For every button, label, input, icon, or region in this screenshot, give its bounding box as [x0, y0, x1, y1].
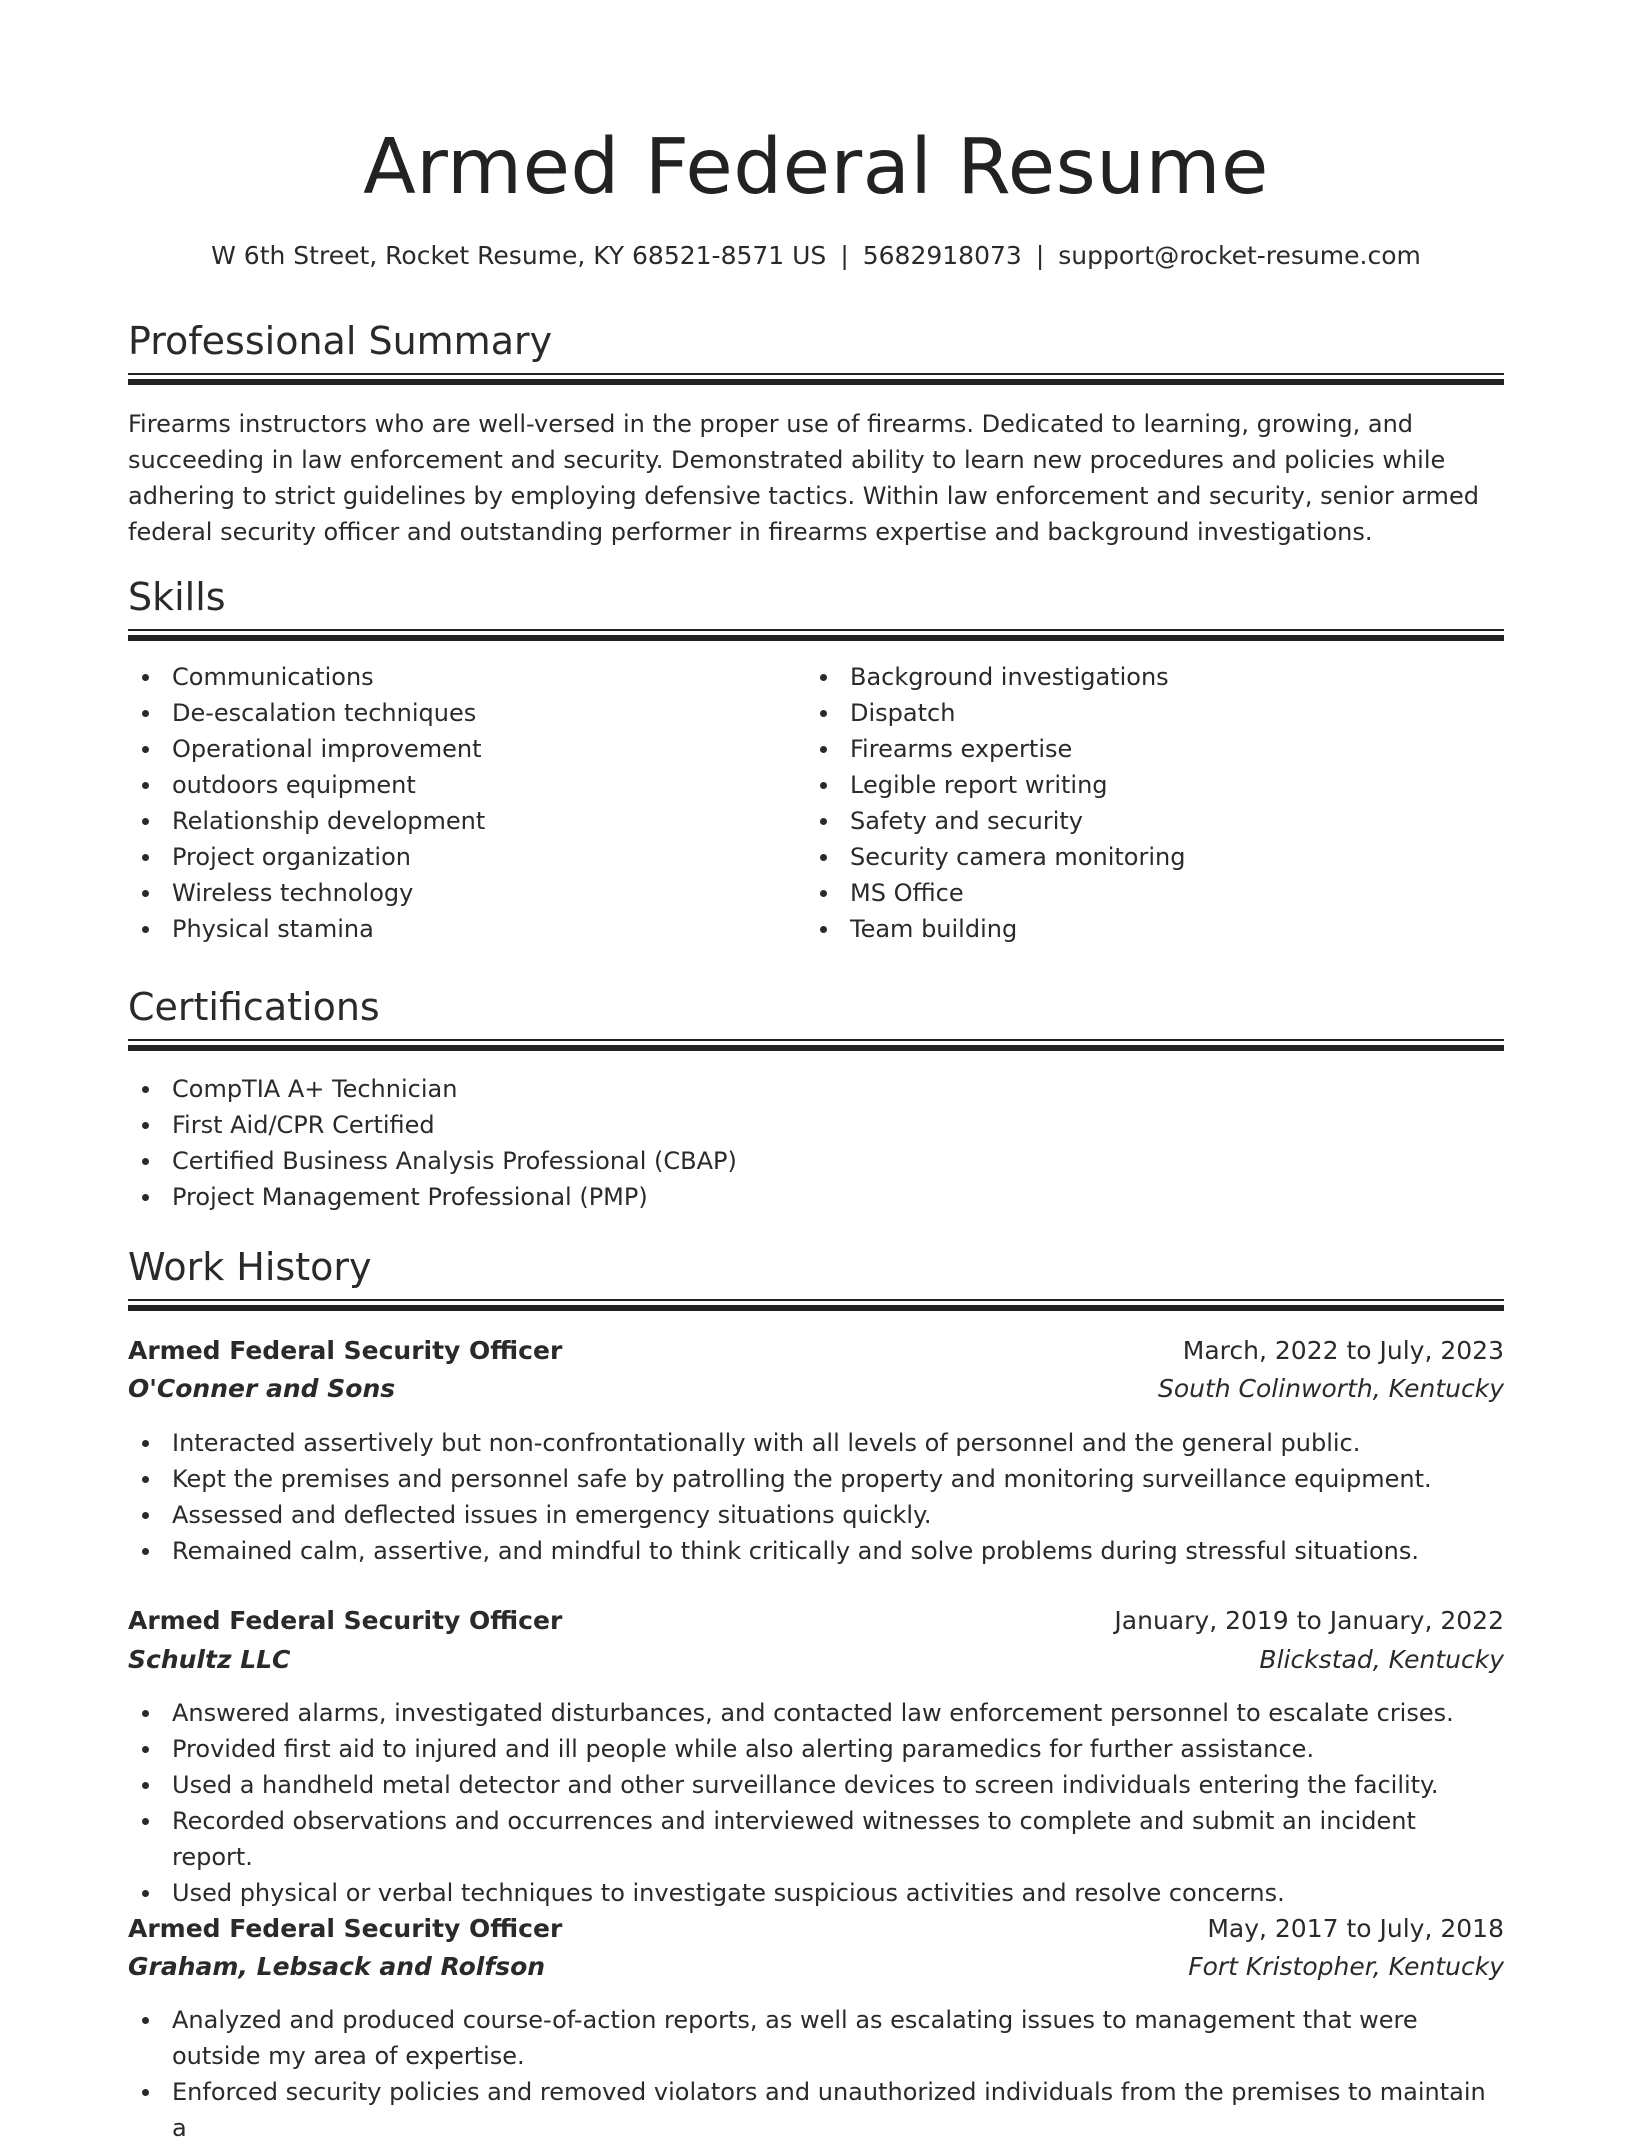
section-title-work-history: Work History — [128, 1245, 372, 1289]
job-bullet: Recorded observations and occurrences and interviewed witnesses to complete and submit an incident report. — [128, 1803, 1504, 1875]
job-title: Armed Federal Security Officer — [128, 1336, 563, 1365]
skill-item: Communications — [128, 659, 800, 695]
certification-item: Project Management Professional (PMP) — [128, 1179, 1504, 1215]
job-company: O'Conner and Sons — [128, 1374, 396, 1403]
skill-item: Legible report writing — [806, 767, 1504, 803]
job-title: Armed Federal Security Officer — [128, 1606, 563, 1635]
job-bullet: Used a handheld metal detector and other surveillance devices to screen individuals entering the facility. — [128, 1767, 1504, 1803]
contact-email[interactable]: support@rocket-resume.com — [1058, 241, 1421, 270]
section-title-certifications: Certifications — [128, 985, 380, 1029]
job-company: Graham, Lebsack and Rolfson — [128, 1952, 546, 1981]
job-title: Armed Federal Security Officer — [128, 1914, 563, 1943]
job-bullet: Provided first aid to injured and ill people while also alerting paramedics for further assistance. — [128, 1731, 1504, 1767]
job-bullet: Used physical or verbal techniques to investigate suspicious activities and resolve concerns. — [128, 1875, 1504, 1911]
skills-list-left — [128, 659, 800, 947]
job-dates: March, 2022 to July, 2023 — [1182, 1336, 1504, 1365]
contact-separator: | — [840, 241, 849, 270]
certification-item: CompTIA A+ Technician — [128, 1071, 1504, 1107]
skill-item: outdoors equipment — [128, 767, 800, 803]
job-company: Schultz LLC — [128, 1645, 291, 1674]
job-location: Blickstad, Kentucky — [1259, 1645, 1504, 1674]
skill-item: Security camera monitoring — [806, 839, 1504, 875]
certification-item: First Aid/CPR Certified — [128, 1107, 1504, 1143]
job-location: South Colinworth, Kentucky — [1157, 1374, 1504, 1403]
skill-item: Firearms expertise — [806, 731, 1504, 767]
job-bullet: Enforced security policies and removed violators and unauthorized individuals from the premises to maintain a — [128, 2074, 1504, 2146]
skill-item: Dispatch — [806, 695, 1504, 731]
resume-name: Armed Federal Resume — [363, 123, 1269, 212]
section-divider — [128, 1299, 1504, 1311]
job-bullets — [128, 2002, 1504, 2146]
certifications-list — [128, 1071, 1504, 1215]
job-dates: January, 2019 to January, 2022 — [1114, 1606, 1504, 1635]
contact-phone: 5682918073 — [862, 241, 1022, 270]
skill-item: De-escalation techniques — [128, 695, 800, 731]
job-bullet: Analyzed and produced course-of-action reports, as well as escalating issues to management that were outside my area of expertise. — [128, 2002, 1504, 2074]
skill-item: Team building — [806, 911, 1504, 947]
skill-item: Wireless technology — [128, 875, 800, 911]
section-divider — [128, 629, 1504, 641]
skill-item: Project organization — [128, 839, 800, 875]
skill-item: Background investigations — [806, 659, 1504, 695]
job-bullets — [128, 1695, 1504, 1911]
section-divider — [128, 1039, 1504, 1051]
certification-item: Certified Business Analysis Professional (CBAP) — [128, 1143, 1504, 1179]
skill-item: Operational improvement — [128, 731, 800, 767]
contact-separator: | — [1035, 241, 1045, 270]
skill-item: MS Office — [806, 875, 1504, 911]
skill-item: Relationship development — [128, 803, 800, 839]
summary-text: Firearms instructors who are well-versed in the proper use of firearms. Dedicated to learning, growing, and succeeding in law enforcement and security. Demonstrated ability to learn new procedures and policies while adhering to strict guidelines by employing defensive tactics. Within law enforcement and security, senior armed federal security officer and outstanding performer in firearms expertise and background investigations. — [128, 410, 1479, 546]
section-title-skills: Skills — [128, 575, 226, 619]
job-location: Fort Kristopher, Kentucky — [1188, 1952, 1504, 1981]
contact-address: W 6th Street, Rocket Resume, KY 68521-8571 US — [211, 241, 827, 270]
job-dates: May, 2017 to July, 2018 — [1207, 1914, 1504, 1943]
job-bullet: Answered alarms, investigated disturbances, and contacted law enforcement personnel to escalate crises. — [128, 1695, 1504, 1731]
section-title-summary: Professional Summary — [128, 319, 553, 363]
section-divider — [128, 373, 1504, 385]
job-bullet: Interacted assertively but non-confrontationally with all levels of personnel and the general public. — [128, 1425, 1504, 1461]
contact-line — [128, 238, 1504, 274]
job-bullet: Remained calm, assertive, and mindful to think critically and solve problems during stressful situations. — [128, 1533, 1504, 1569]
skill-item: Physical stamina — [128, 911, 800, 947]
job-bullets — [128, 1425, 1504, 1569]
skill-item: Safety and security — [806, 803, 1504, 839]
job-bullet: Kept the premises and personnel safe by patrolling the property and monitoring surveillance equipment. — [128, 1461, 1504, 1497]
job-bullet: Assessed and deflected issues in emergency situations quickly. — [128, 1497, 1504, 1533]
skills-list-right — [806, 659, 1504, 947]
